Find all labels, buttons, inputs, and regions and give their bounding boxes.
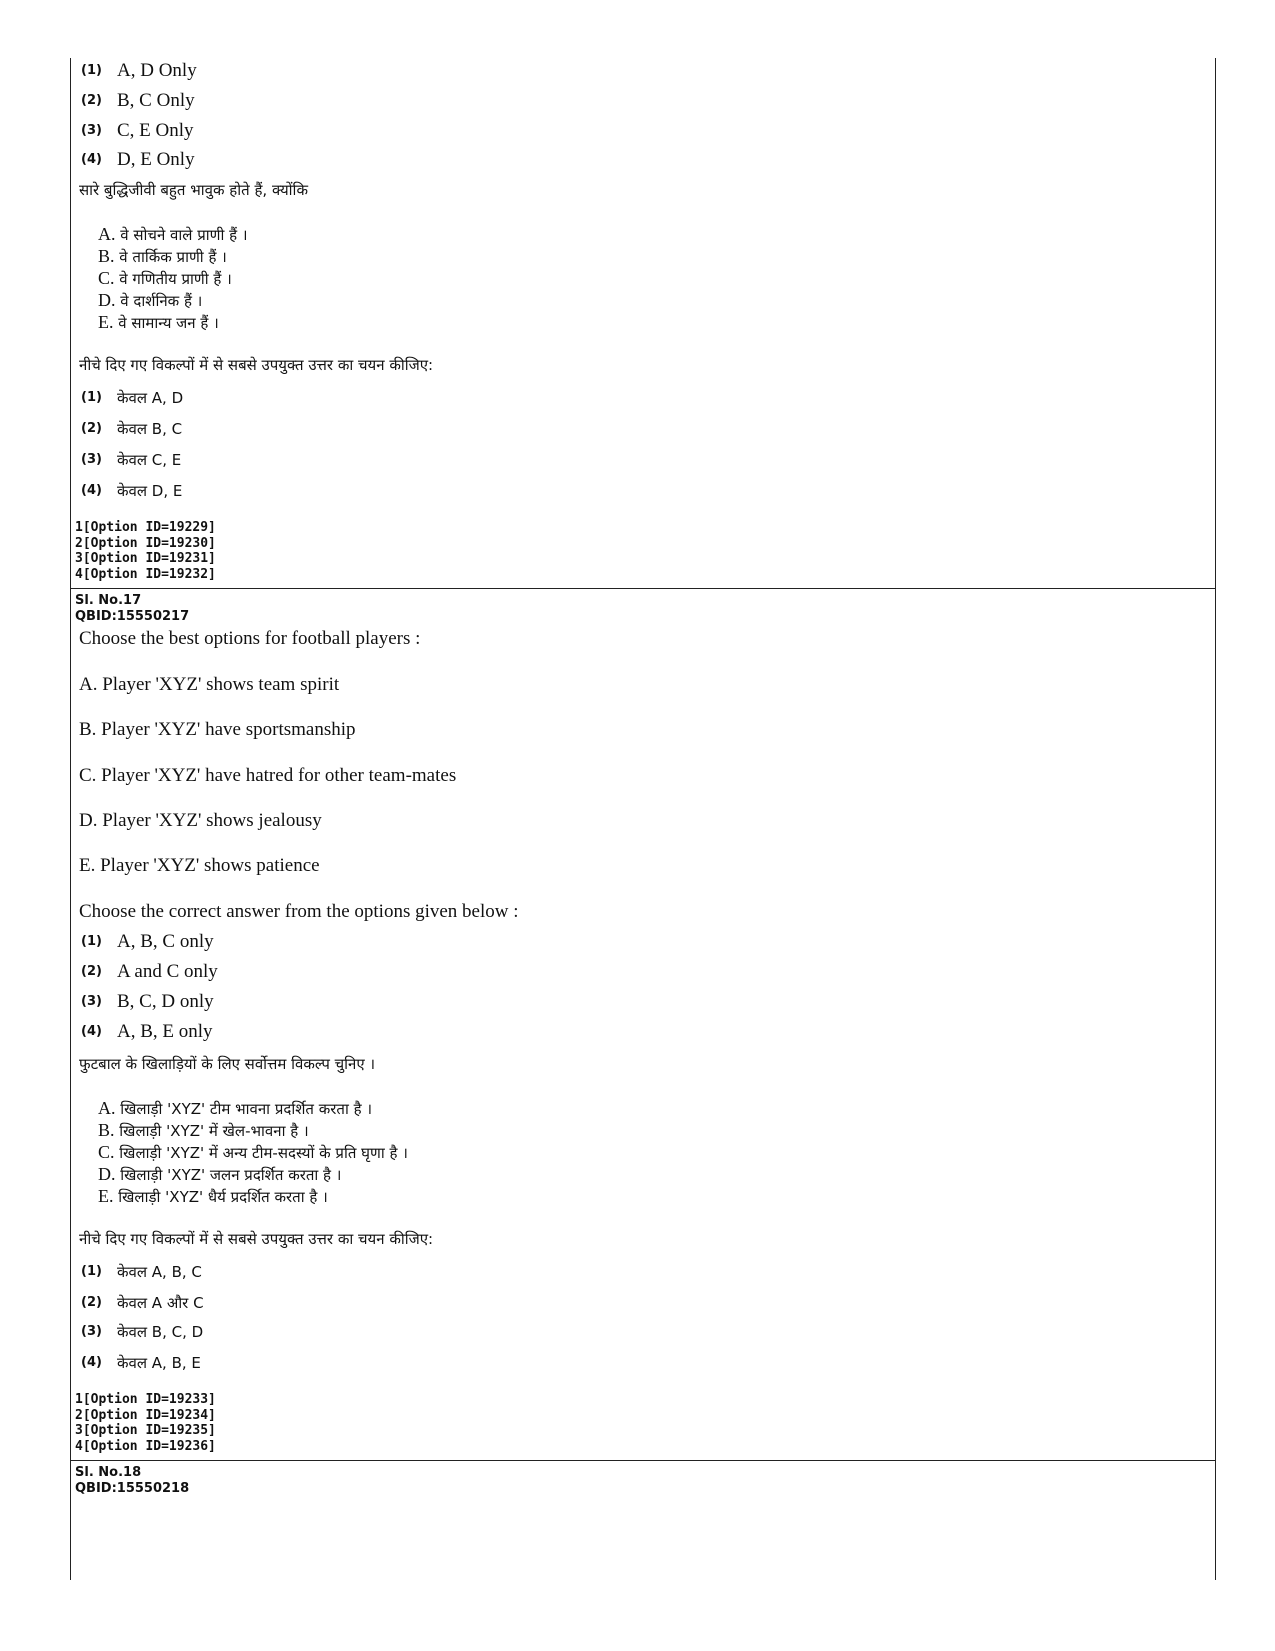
q16-en-option-4: (4) D, E Only [81, 149, 195, 170]
q16-hi-option-3: (3) केवल C, E [81, 451, 182, 469]
q17-hi-option-3: (3) केवल B, C, D [81, 1323, 204, 1341]
q17-en-statement-d: D. Player 'XYZ' shows jealousy [79, 810, 322, 831]
q17-en-instruction: Choose the correct answer from the options given below : [79, 901, 519, 922]
q17-en-statement-b: B. Player 'XYZ' have sportsmanship [79, 719, 356, 740]
q16-hi-statement-c: C. वे गणितीय प्राणी हैं । [98, 268, 232, 288]
q17-hi-statement-c: C. खिलाड़ी 'XYZ' में अन्य टीम-सदस्यों के प्रति घृणा है । [98, 1142, 408, 1162]
q17-en-statement-a: A. Player 'XYZ' shows team spirit [79, 674, 340, 695]
q16-en-option-1: (1) A, D Only [81, 60, 197, 81]
q16-hi-statement-a: A. वे सोचने वाले प्राणी हैं । [98, 224, 248, 244]
q17-hi-question: फुटबाल के खिलाड़ियों के लिए सर्वोत्तम विकल्प चुनिए । [79, 1055, 376, 1073]
q16-hi-statement-e: E. वे सामान्य जन हैं । [98, 312, 219, 332]
q18-header [75, 1465, 189, 1497]
q17-header [75, 593, 189, 625]
q17-en-option-3: (3) B, C, D only [81, 991, 214, 1012]
document-frame [70, 58, 1216, 1580]
q16-hi-question: सारे बुद्धिजीवी बहुत भावुक होते हैं, क्योंकि [79, 181, 308, 199]
q16-hi-statement-d: D. वे दार्शनिक हैं । [98, 290, 203, 310]
q17-en-question: Choose the best options for football players : [79, 628, 421, 649]
q16-en-option-3: (3) C, E Only [81, 120, 194, 141]
section-divider [71, 1460, 1215, 1461]
q17-hi-option-4: (4) केवल A, B, E [81, 1354, 201, 1372]
q17-hi-statement-e: E. खिलाड़ी 'XYZ' धैर्य प्रदर्शित करता है । [98, 1186, 328, 1206]
q17-en-option-4: (4) A, B, E only [81, 1021, 213, 1042]
q18-sl-no: Sl. No.18 [75, 1465, 142, 1480]
q17-hi-option-1: (1) केवल A, B, C [81, 1263, 202, 1281]
q17-sl-no: Sl. No.17 [75, 593, 142, 608]
q16-hi-instruction: नीचे दिए गए विकल्पों में से सबसे उपयुक्त उत्तर का चयन कीजिए: [79, 356, 434, 374]
q16-hi-statements [98, 224, 248, 334]
q17-en-option-2: (2) A and C only [81, 961, 218, 982]
q17-en-statement-c: C. Player 'XYZ' have hatred for other team-mates [79, 765, 457, 786]
q17-qbid: QBID:15550217 [75, 609, 190, 624]
q16-option-ids: 1[Option ID=19229] 2[Option ID=19230] 3[Option ID=19231] 4[Option ID=19232] [75, 520, 216, 582]
q17-hi-instruction: नीचे दिए गए विकल्पों में से सबसे उपयुक्त उत्तर का चयन कीजिए: [79, 1230, 434, 1248]
q18-qbid: QBID:15550218 [75, 1481, 190, 1496]
q17-hi-statement-b: B. खिलाड़ी 'XYZ' में खेल-भावना है । [98, 1120, 309, 1140]
q17-en-statement-e: E. Player 'XYZ' shows patience [79, 855, 320, 876]
q16-hi-option-1: (1) केवल A, D [81, 389, 184, 407]
q17-en-option-1: (1) A, B, C only [81, 931, 214, 952]
q17-hi-option-2: (2) केवल A और C [81, 1294, 204, 1312]
q16-hi-option-2: (2) केवल B, C [81, 420, 183, 438]
q17-hi-statements [98, 1098, 408, 1208]
q16-en-option-2: (2) B, C Only [81, 90, 195, 111]
q17-hi-statement-a: A. खिलाड़ी 'XYZ' टीम भावना प्रदर्शित करता है । [98, 1098, 373, 1118]
q16-hi-option-4: (4) केवल D, E [81, 482, 183, 500]
section-divider [71, 588, 1215, 589]
q17-hi-statement-d: D. खिलाड़ी 'XYZ' जलन प्रदर्शित करता है । [98, 1164, 342, 1184]
q17-option-ids: 1[Option ID=19233] 2[Option ID=19234] 3[Option ID=19235] 4[Option ID=19236] [75, 1392, 216, 1454]
q16-hi-statement-b: B. वे तार्किक प्राणी हैं । [98, 246, 227, 266]
